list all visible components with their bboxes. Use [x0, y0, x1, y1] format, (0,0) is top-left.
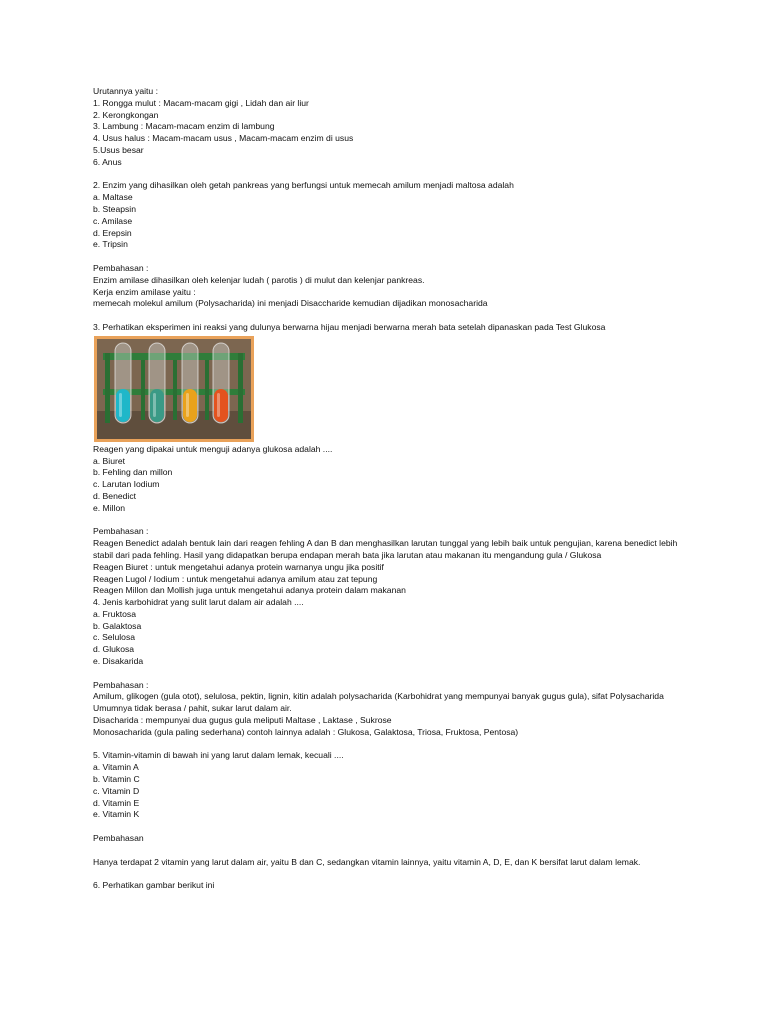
q5-discussion-paragraph: Hanya terdapat 2 vitamin yang larut dalam air, yaitu B dan C, sedangkan vitamin lainnya, yaitu vitamin A, D, E, dan K bersifat larut dalam lemak. — [93, 856, 641, 867]
q2-option: b. Steapsin — [93, 203, 136, 214]
q4-option: d. Glukosa — [93, 644, 135, 655]
q2-discussion-line: Enzim amilase dihasilkan oleh kelenjar ludah ( parotis ) di mulut dan kelenjar pankreas. — [93, 274, 425, 285]
q5-question: 5. Vitamin-vitamin di bawah ini yang larut dalam lemak, kecuali .... — [93, 750, 344, 761]
q5-option: a. Vitamin A — [93, 762, 139, 773]
q1-item: 2. Kerongkongan — [93, 109, 159, 120]
q3-option: d. Benedict — [93, 490, 136, 501]
q5-option: e. Vitamin K — [93, 809, 140, 820]
q2-option: a. Maltase — [93, 192, 133, 203]
q1-item: 1. Rongga mulut : Macam-macam gigi , Lidah dan air liur — [93, 97, 309, 108]
q5-option: c. Vitamin D — [93, 785, 140, 796]
q3-option: e. Millon — [93, 502, 125, 513]
q5-option: b. Vitamin C — [93, 774, 140, 785]
document-body — [93, 86, 683, 892]
q1-item: 5.Usus besar — [93, 144, 144, 155]
q4-option: b. Galaktosa — [93, 620, 142, 631]
q4-discussion-line: Monosacharida (gula paling sederhana) contoh lainnya adalah : Glukosa, Galaktosa, Triosa, Fruktosa, Pentosa) — [93, 726, 519, 737]
q3-discussion-line: Reagen Millon dan Mollish juga untuk mengetahui adanya protein dalam makanan — [93, 585, 406, 596]
q3-discussion-paragraph: Reagen Benedict adalah bentuk lain dari reagen fehling A dan B dan menghasilkan larutan tunggal yang lebih baik untuk pengujian, karena benedict lebih stabil dari pada fehling. Hasil yang didapatkan berupa endapan merah bata jika larutan atau makanan itu mengandung gula / Glukosa — [93, 538, 678, 560]
q4-discussion-title: Pembahasan : — [93, 679, 149, 690]
q2-question: 2. Enzim yang dihasilkan oleh getah pankreas yang berfungsi untuk memecah amilum menjadi maltosa adalah — [93, 180, 514, 191]
q4-discussion-paragraph: Amilum, glikogen (gula otot), selulosa, pektin, lignin, kitin adalah polysacharida (Karbohidrat yang mempunyai banyak gugus gula), sifat Polysacharida Umumnya tidak berasa / pahit, sukar larut dalam air. — [93, 691, 664, 714]
q1-item: 6. Anus — [93, 156, 122, 167]
test-tubes-illustration — [97, 339, 251, 439]
test-tube-highlight — [217, 393, 220, 417]
test-tube-liquid — [150, 389, 164, 422]
q4-discussion-line: Disacharida : mempunyai dua gugus gula meliputi Maltase , Laktase , Sukrose — [93, 715, 392, 726]
test-tube-liquid — [183, 389, 197, 422]
q4-question: 4. Jenis karbohidrat yang sulit larut dalam air adalah .... — [93, 597, 304, 608]
q5-discussion-title: Pembahasan — [93, 833, 144, 844]
q3-question: 3. Perhatikan eksperimen ini reaksi yang dulunya berwarna hijau menjadi berwarna merah bata setelah dipanaskan pada Test Glukosa — [93, 321, 606, 332]
test-tube-liquid — [116, 389, 130, 422]
q3-option: c. Larutan Iodium — [93, 479, 160, 490]
q6-question: 6. Perhatikan gambar berikut ini — [93, 880, 215, 891]
q4-option: a. Fruktosa — [93, 608, 136, 619]
q3-option: a. Biuret — [93, 455, 126, 466]
test-tube-highlight — [119, 393, 122, 417]
q4-option: e. Disakarida — [93, 656, 144, 667]
q3-discussion-line: Reagen Lugol / Iodium : untuk mengetahui adanya amilum atau zat tepung — [93, 573, 378, 584]
q2-option: c. Amilase — [93, 215, 133, 226]
q3-discussion-title: Pembahasan : — [93, 526, 149, 537]
q3-discussion-line: Reagen Biuret : untuk mengetahui adanya protein warnanya ungu jika positif — [93, 561, 384, 572]
q4-option: c. Selulosa — [93, 632, 136, 643]
q2-option: e. Tripsin — [93, 239, 128, 250]
q1-item: 3. Lambung : Macam-macam enzim di lambung — [93, 121, 275, 132]
q1-intro: Urutannya yaitu : — [93, 86, 158, 96]
test-tube-highlight — [153, 393, 156, 417]
q3-prompt: Reagen yang dipakai untuk menguji adanya glukosa adalah .... — [93, 443, 333, 454]
q3-option: b. Fehling dan millon — [93, 467, 173, 478]
q2-option: d. Erepsin — [93, 227, 132, 238]
q1-item: 4. Usus halus : Macam-macam usus , Macam-macam enzim di usus — [93, 133, 354, 144]
q2-discussion-title: Pembahasan : — [93, 262, 149, 273]
test-tube-highlight — [186, 393, 189, 417]
test-tube-liquid — [214, 389, 228, 422]
q2-discussion-line: memecah molekul amilum (Polysacharida) ini menjadi Disaccharide kemudian dijadikan monosacharida — [93, 298, 488, 309]
q2-discussion-line: Kerja enzim amilase yaitu : — [93, 286, 196, 297]
test-tubes-photo — [94, 336, 254, 442]
q5-option: d. Vitamin E — [93, 797, 140, 808]
